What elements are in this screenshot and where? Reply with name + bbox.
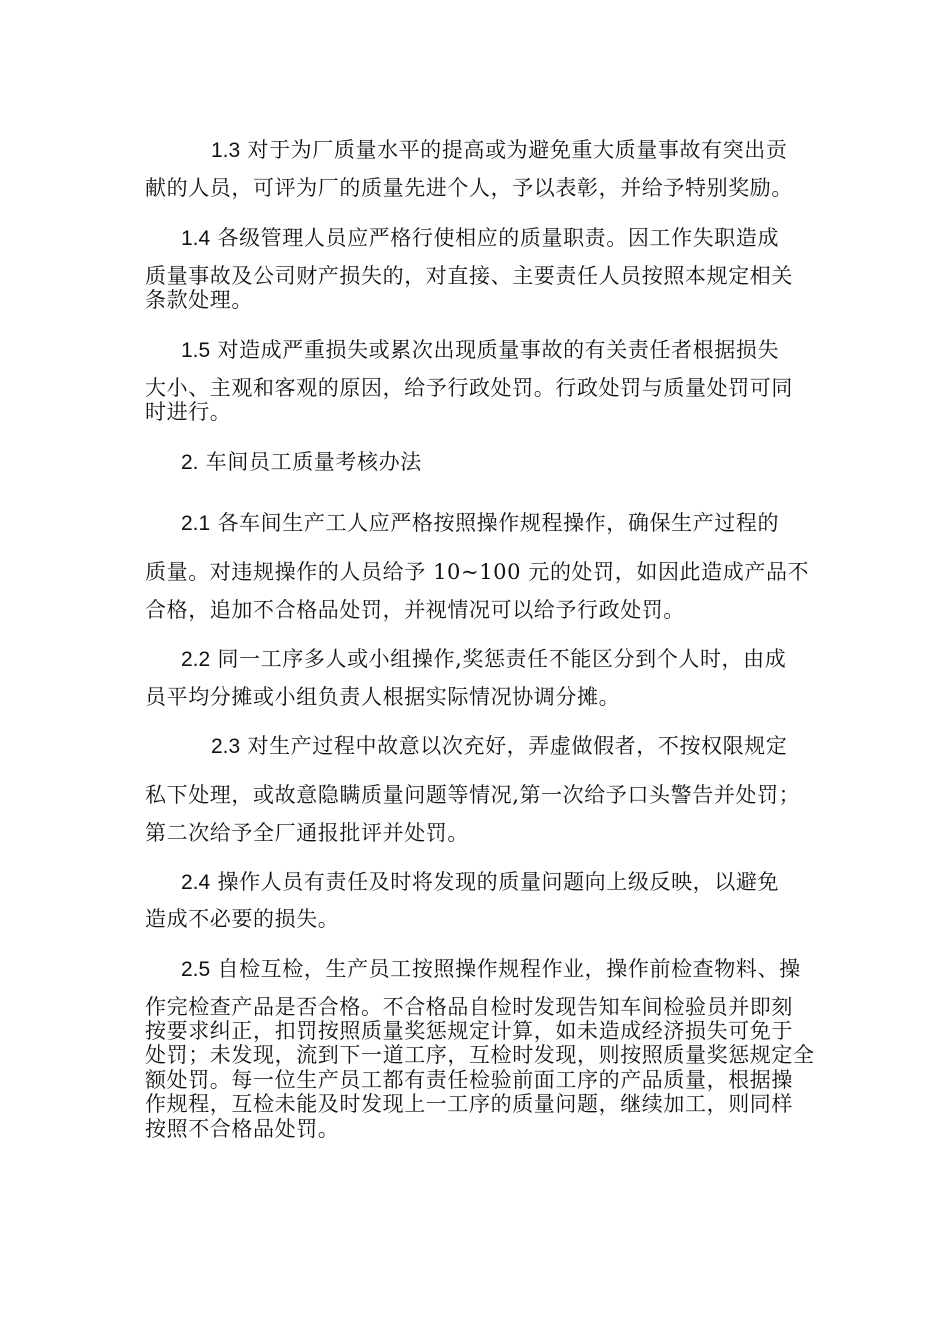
section-number: 2. <box>181 451 199 474</box>
paragraph-text: 对于为厂质量水平的提高或为避免重大质量事故有突出贡 <box>240 138 788 162</box>
section-title: 车间员工质量考核办法 <box>198 450 422 474</box>
paragraph-2-5-line-1 <box>181 956 851 983</box>
clause-number: 2.4 <box>181 871 211 894</box>
paragraph-text: 对生产过程中故意以次充好，弄虚做假者，不按权限规定 <box>240 734 788 758</box>
paragraph-text: 自检互检，生产员工按照操作规程作业，操作前检查物料、操 <box>210 957 801 981</box>
section-heading-2 <box>181 449 851 476</box>
paragraph-1-4-line-2: 质量事故及公司财产损失的，对直接、主要责任人员按照本规定相关 <box>145 264 793 288</box>
paragraph-2-5-line-7: 按照不合格品处罚。 <box>145 1117 340 1141</box>
paragraph-text: 操作人员有责任及时将发现的质量问题向上级反映，以避免 <box>210 870 780 894</box>
paragraph-text: 各车间生产工人应严格按照操作规程操作，确保生产过程的 <box>210 511 780 535</box>
paragraph-text: 同一工序多人或小组操作,奖惩责任不能区分到个人时，由成 <box>210 647 787 671</box>
clause-number: 2.3 <box>211 735 241 758</box>
paragraph-2-1-line-3: 合格，追加不合格品处罚，并视情况可以给予行政处罚。 <box>145 598 685 622</box>
paragraph-1-3-line-2: 献的人员，可评为厂的质量先进个人，予以表彰，并给予特别奖励。 <box>145 176 793 200</box>
clause-number: 2.2 <box>181 648 211 671</box>
paragraph-2-2-line-1 <box>181 646 851 673</box>
paragraph-2-4-line-2: 造成不必要的损失。 <box>145 907 340 931</box>
paragraph-2-1-line-1 <box>181 510 851 537</box>
paragraph-text: 对造成严重损失或累次出现质量事故的有关责任者根据损失 <box>210 338 780 362</box>
paragraph-2-3-line-2: 私下处理，或故意隐瞒质量问题等情况,第一次给予口头警告并处罚； <box>145 783 801 807</box>
clause-number: 1.3 <box>211 139 241 162</box>
clause-number: 2.1 <box>181 512 211 535</box>
clause-number: 1.5 <box>181 339 211 362</box>
paragraph-2-5-line-4: 处罚；未发现，流到下一道工序，互检时发现，则按照质量奖惩规定全 <box>145 1043 815 1067</box>
clause-number: 1.4 <box>181 227 211 250</box>
paragraph-2-3-line-1 <box>211 733 881 760</box>
paragraph-2-1-line-2: 质量。对违规操作的人员给予 10~100 元的处罚，如因此造成产品不 <box>145 560 810 584</box>
paragraph-2-4-line-1 <box>181 869 851 896</box>
paragraph-1-4-line-3: 条款处理。 <box>145 288 253 312</box>
clause-number: 2.5 <box>181 958 211 981</box>
paragraph-1-5-line-1 <box>181 337 851 364</box>
paragraph-1-3-line-1 <box>211 137 881 164</box>
paragraph-2-5-line-6: 作规程，互检未能及时发现上一工序的质量问题，继续加工，则同样 <box>145 1092 793 1116</box>
paragraph-1-5-line-2: 大小、主观和客观的原因，给予行政处罚。行政处罚与质量处罚可同 <box>145 376 793 400</box>
paragraph-2-2-line-2: 员平均分摊或小组负责人根据实际情况协调分摊。 <box>145 685 621 709</box>
paragraph-text: 各级管理人员应严格行使相应的质量职责。因工作失职造成 <box>210 226 780 250</box>
paragraph-2-5-line-3: 按要求纠正，扣罚按照质量奖惩规定计算，如未造成经济损失可免于 <box>145 1019 793 1043</box>
paragraph-1-4-line-1 <box>181 225 851 252</box>
paragraph-2-3-line-3: 第二次给予全厂通报批评并处罚。 <box>145 821 469 845</box>
paragraph-2-5-line-2: 作完检查产品是否合格。不合格品自检时发现告知车间检验员并即刻 <box>145 995 793 1019</box>
paragraph-2-5-line-5: 额处罚。每一位生产员工都有责任检验前面工序的产品质量，根据操 <box>145 1068 793 1092</box>
paragraph-1-5-line-3: 时进行。 <box>145 400 232 424</box>
